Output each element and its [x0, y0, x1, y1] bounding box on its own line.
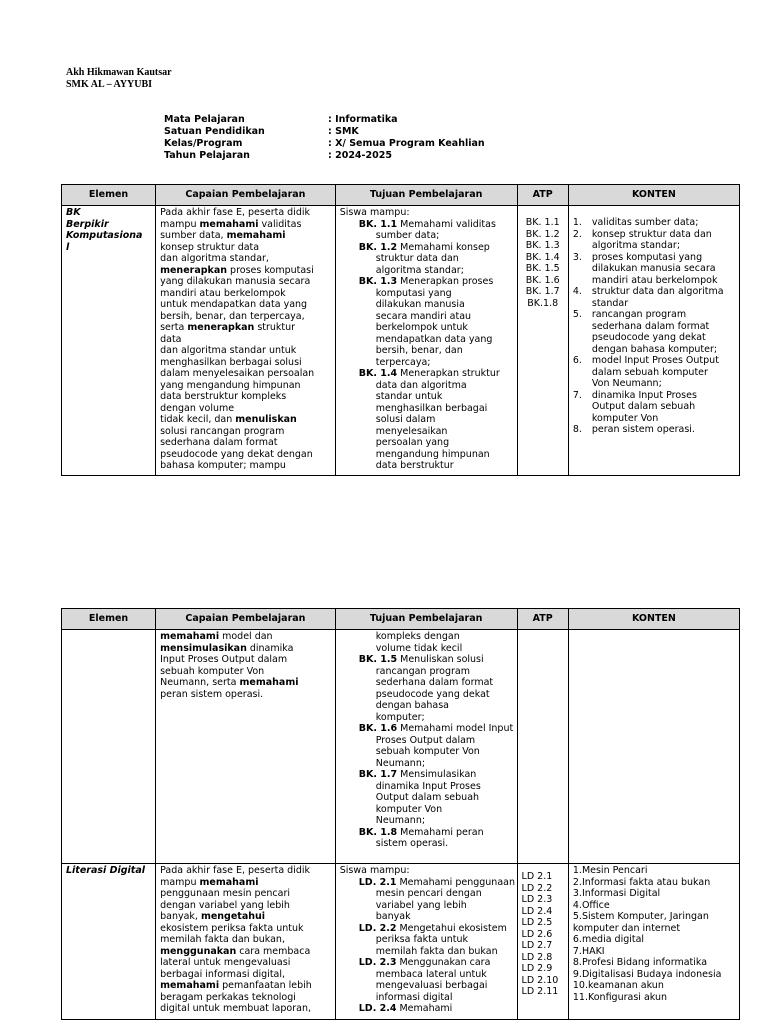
text-line: algoritma standar; — [375, 264, 464, 276]
text-line: data — [160, 333, 182, 345]
konten-item: 3. proses komputasi yang — [572, 251, 703, 263]
text-line: pseudocode yang dekat — [375, 688, 490, 700]
text-line: data dan algoritma — [375, 379, 467, 391]
text-line: periksa fakta untuk — [375, 934, 468, 945]
text-line: mandiri atau berkelompok — [591, 274, 718, 286]
tp-item: BK. 1.2 Memahami konsep — [358, 241, 490, 253]
tp-code: LD. 2.1 — [358, 876, 397, 888]
emphasis: memahami — [239, 677, 299, 688]
text-line: dan algoritma standar, — [160, 253, 269, 264]
text-line: banyak, mengetahui — [160, 911, 266, 922]
text-line: dalam sebuah komputer — [591, 366, 708, 378]
meta-row — [164, 126, 359, 138]
text-line: rancangan program — [375, 665, 471, 677]
tp-code: BK. 1.2 — [358, 241, 398, 253]
text-line: untuk mendapatkan data yang — [160, 299, 308, 310]
konten-item: 6. model Input Proses Output — [572, 355, 719, 366]
meta-label: Kelas/Program — [164, 138, 243, 149]
tp-item: BK. 1.3 Menerapkan proses — [358, 276, 494, 287]
text-line: Neumann; — [375, 757, 426, 769]
text-line: membaca lateral untuk — [375, 968, 487, 980]
text-line: 9.Digitalisasi Budaya indonesia — [572, 968, 722, 980]
konten-num: 3. — [572, 251, 582, 263]
text-line: sebuah komputer Von — [160, 665, 265, 677]
text-line: memilah fakta dan bukan, — [160, 934, 285, 945]
konten-item: 8. peran sistem operasi. — [572, 424, 695, 435]
atp-cell — [517, 630, 568, 864]
text-line: BK. 1.3 — [525, 240, 560, 251]
konten-item: 1. validitas sumber data; — [572, 217, 699, 228]
text-line: LD 2.10 — [521, 974, 559, 986]
tp-code: BK. 1.4 — [358, 368, 398, 379]
emphasis: memahami — [199, 218, 259, 230]
konten-cell — [568, 630, 739, 864]
col-header-konten: KONTEN — [568, 185, 739, 206]
col-header-konten: KONTEN — [568, 609, 739, 630]
school-name: SMK AL – AYYUBI — [66, 79, 153, 90]
tp-code: BK. 1.5 — [358, 654, 398, 665]
tp-item: BK. 1.1 Memahami validitas — [358, 218, 496, 230]
meta-label: Satuan Pendidikan — [164, 126, 265, 137]
text-line: digital untuk membuat laporan, — [160, 1003, 311, 1014]
konten-item: 2. konsep struktur data dan — [572, 228, 712, 240]
konten-num: 2. — [572, 228, 582, 240]
konten-num: 8. — [572, 424, 582, 435]
text-line: pseudocode yang dekat dengan — [160, 448, 313, 460]
text-line: komputasi yang — [375, 287, 452, 299]
author-name: Akh Hikmawan Kautsar — [66, 67, 172, 78]
konten-item: 5. rancangan program — [572, 309, 687, 320]
text-line: memahami pemanfaatan lebih — [160, 980, 312, 991]
text-line: sumber data, memahami — [160, 230, 286, 241]
text-line: dengan bahasa — [375, 700, 450, 711]
text-line: Siswa mampu: — [339, 865, 410, 876]
text-line: standar — [591, 297, 629, 309]
text-line: BK. 1.5 — [525, 263, 560, 274]
text-line: Neumann; — [375, 815, 426, 826]
emphasis: memahami — [160, 980, 220, 991]
text-line: pseudocode yang dekat — [591, 332, 706, 343]
text-line: komputer dan internet — [572, 922, 681, 934]
text-line: Komputasiona — [66, 230, 143, 241]
text-line: menerapkan proses komputasi — [160, 264, 314, 276]
text-line: BK. 1.2 — [525, 228, 560, 240]
text-line: 2.Informasi fakta atau bukan — [572, 876, 711, 888]
tp-cell — [335, 864, 517, 1020]
text-line: Pada akhir fase E, peserta didik — [160, 207, 311, 218]
tp-code: BK. 1.6 — [358, 723, 398, 734]
elemen-cell — [62, 206, 156, 476]
text-line: beragam perkakas teknologi — [160, 991, 296, 1003]
meta-value: : Informatika — [328, 114, 398, 125]
atp-cell — [517, 206, 568, 476]
text-line: 1.Mesin Pencari — [572, 865, 648, 876]
text-line: tidak kecil, dan menuliskan — [160, 414, 297, 425]
text-line: algoritma standar; — [591, 240, 681, 251]
text-line: BK. 1.1 — [525, 217, 560, 228]
text-line: volume tidak kecil — [375, 642, 463, 654]
text-line: dengan variabel yang lebih — [160, 899, 290, 911]
atp-cell — [517, 864, 568, 1020]
text-line: memahami model dan — [160, 631, 273, 642]
text-line: bersih, benar, dan — [375, 345, 463, 356]
text-line: dengan bahasa komputer; — [591, 343, 718, 355]
tp-item: BK. 1.8 Memahami peran — [358, 826, 484, 838]
text-line: mampu memahami — [160, 876, 259, 888]
tp-item: BK. 1.7 Mensimulasikan — [358, 769, 477, 780]
meta-value: : SMK — [328, 126, 359, 137]
konten-num: 1. — [572, 217, 582, 228]
text-line: bersih, benar, dan terpercaya, — [160, 310, 305, 322]
emphasis: memahami — [199, 876, 259, 888]
text-line: Siswa mampu: — [339, 207, 410, 218]
text-line: LD 2.6 — [521, 928, 553, 940]
emphasis: menggunakan — [160, 945, 237, 957]
tp-cell — [335, 206, 517, 476]
konten-num: 6. — [572, 355, 582, 366]
elemen-cell: Literasi Digital — [62, 864, 156, 1020]
col-header-elemen: Elemen — [62, 609, 156, 630]
text-line: konsep struktur data — [160, 241, 260, 253]
cp-cell — [156, 864, 336, 1020]
text-line: data berstruktur kompleks — [160, 391, 287, 402]
text-line: Input Proses Output dalam — [160, 654, 288, 665]
meta-row — [164, 150, 392, 162]
col-header-elemen: Elemen — [62, 185, 156, 206]
konten-cell — [568, 864, 739, 1020]
text-line: sederhana dalam format — [591, 320, 710, 332]
text-line: sederhana dalam format — [375, 677, 494, 688]
text-line: mengevaluasi berbagai — [375, 980, 488, 991]
emphasis: memahami — [226, 230, 286, 241]
text-line: Proses Output dalam — [375, 734, 476, 746]
text-line: LD 2.1 — [521, 871, 553, 882]
text-line: kompleks dengan — [375, 631, 460, 642]
emphasis: menerapkan — [187, 322, 255, 333]
text-line: struktur data dan — [375, 253, 459, 264]
course-info — [164, 114, 485, 162]
text-line: sebuah komputer Von — [375, 746, 480, 757]
tp-code: LD. 2.3 — [358, 957, 397, 968]
text-line: komputer Von — [375, 803, 443, 815]
table-row — [62, 206, 740, 476]
text-line: mengandung himpunan — [375, 448, 490, 460]
text-line: BK.1.8 — [527, 297, 559, 309]
text-line: komputer; — [375, 711, 425, 723]
table-row — [62, 864, 740, 1020]
text-line: 8.Profesi Bidang informatika — [572, 957, 708, 968]
col-header-cp: Capaian Pembelajaran — [156, 609, 336, 630]
emphasis: menuliskan — [235, 414, 297, 425]
text-line: BK. 1.6 — [525, 274, 560, 286]
text-line: dengan volume — [160, 402, 235, 414]
konten-item: 7. dinamika Input Proses — [572, 389, 697, 401]
tp-item: LD. 2.2 Mengetahui ekosistem — [358, 922, 507, 934]
text-line: variabel yang lebih — [375, 899, 467, 911]
text-line: Neumann, serta memahami — [160, 677, 299, 688]
text-line: mensimulasikan dinamika — [160, 642, 294, 654]
tp-code: LD. 2.2 — [358, 922, 397, 934]
text-line: mandiri atau berkelompok — [160, 287, 286, 299]
text-line: LD 2.9 — [521, 963, 553, 974]
tp-cell — [335, 630, 517, 864]
tp-code: BK. 1.1 — [358, 218, 398, 230]
text-line: 4.Office — [572, 899, 610, 911]
text-line: 7.HAKI — [572, 945, 605, 957]
text-line: menghasilkan berbagai solusi — [160, 356, 302, 368]
cp-cell — [156, 206, 336, 476]
konten-cell — [568, 206, 739, 476]
konten-num: 7. — [572, 389, 582, 401]
text-line: LD 2.7 — [521, 940, 553, 951]
emphasis: mengetahui — [200, 911, 266, 922]
text-line: 3.Informasi Digital — [572, 888, 661, 899]
text-line: Pada akhir fase E, peserta didik — [160, 865, 311, 876]
meta-value: : 2024-2025 — [328, 150, 392, 161]
konten-num: 5. — [572, 309, 582, 320]
text-line: peran sistem operasi. — [160, 688, 264, 700]
konten-item: 4. struktur data dan algoritma — [572, 286, 724, 297]
meta-label: Tahun Pelajaran — [164, 150, 250, 161]
text-line: memilah fakta dan bukan — [375, 945, 498, 957]
tp-item: LD. 2.4 Memahami — [358, 1003, 453, 1014]
cp-cell — [156, 630, 336, 864]
text-line: LD 2.4 — [521, 905, 553, 917]
col-header-tp: Tujuan Pembelajaran — [335, 185, 517, 206]
text-line: l — [66, 241, 70, 253]
table-1 — [61, 184, 740, 476]
text-line: bahasa komputer; mampu — [160, 460, 286, 471]
tp-item: LD. 2.3 Menggunakan cara — [358, 957, 491, 968]
text-line: 6.media digital — [572, 934, 645, 945]
tp-item: LD. 2.1 Memahami penggunaan — [358, 876, 515, 888]
text-line: Berpikir — [66, 218, 109, 230]
text-line: menghasilkan berbagai — [375, 402, 488, 414]
konten-num: 4. — [572, 286, 582, 297]
text-line: data berstruktur — [375, 460, 454, 471]
text-line: sumber data; — [375, 230, 440, 241]
text-line: persoalan yang — [375, 437, 450, 448]
text-line: BK. 1.4 — [525, 251, 560, 263]
text-line: mesin pencari dengan — [375, 888, 482, 899]
col-header-tp: Tujuan Pembelajaran — [335, 609, 517, 630]
text-line: dan algoritma standar untuk — [160, 345, 297, 356]
text-line: Output dalam sebuah — [375, 792, 480, 803]
text-line: terpercaya; — [375, 356, 431, 368]
text-line: berbagai informasi digital, — [160, 968, 286, 980]
text-line: solusi dalam — [375, 414, 436, 425]
col-header-atp: ATP — [517, 609, 568, 630]
text-line: komputer Von — [591, 412, 659, 424]
text-line: menggunakan cara membaca — [160, 945, 311, 957]
text-line: LD 2.2 — [521, 882, 553, 894]
tp-code: BK. 1.7 — [358, 769, 398, 780]
text-line: berkelompok untuk — [375, 322, 468, 333]
col-header-cp: Capaian Pembelajaran — [156, 185, 336, 206]
text-line: banyak — [375, 911, 411, 922]
text-line: standar untuk — [375, 391, 443, 402]
meta-row — [164, 138, 485, 150]
text-line: Output dalam sebuah — [591, 401, 696, 412]
text-line: ekosistem periksa fakta untuk — [160, 922, 304, 934]
elemen-cell — [62, 630, 156, 864]
text-line: yang mengandung himpunan — [160, 379, 301, 391]
text-line: sederhana dalam format — [160, 437, 278, 448]
text-line: 5.Sistem Komputer, Jaringan — [572, 911, 709, 922]
text-line: yang dilakukan manusia secara — [160, 276, 311, 287]
tp-code: BK. 1.8 — [358, 826, 398, 838]
emphasis: menerapkan — [160, 264, 228, 276]
text-line: sistem operasi. — [375, 838, 449, 849]
text-line: solusi rancangan program — [160, 425, 285, 437]
text-line: LD 2.11 — [521, 986, 559, 997]
text-line: LD 2.5 — [521, 917, 553, 928]
text-line: dinamika Input Proses — [375, 780, 481, 792]
text-line: menyelesaikan — [375, 425, 448, 437]
document-header — [66, 67, 172, 91]
text-line: informasi digital — [375, 991, 453, 1003]
text-line: lateral untuk mengevaluasi — [160, 957, 291, 968]
text-line: Von Neumann; — [591, 378, 662, 389]
text-line: LD 2.8 — [521, 951, 553, 963]
text-line: dilakukan manusia secara — [591, 263, 716, 274]
text-line: 11.Konfigurasi akun — [572, 991, 668, 1003]
meta-value: : X/ Semua Program Keahlian — [328, 138, 485, 149]
text-line: 10.keamanan akun — [572, 980, 664, 991]
emphasis: mensimulasikan — [160, 642, 247, 654]
text-line: dilakukan manusia — [375, 299, 465, 310]
tp-item: BK. 1.5 Menuliskan solusi — [358, 654, 484, 665]
meta-row — [164, 114, 398, 126]
table-2 — [61, 608, 740, 1020]
text-line: secara mandiri atau — [375, 310, 472, 322]
text-line: mendapatkan data yang — [375, 333, 493, 345]
emphasis: memahami — [160, 631, 220, 642]
tp-item: BK. 1.4 Menerapkan struktur — [358, 368, 500, 379]
text-line: mampu memahami validitas — [160, 218, 302, 230]
text-line: dalam menyelesaikan persoalan — [160, 368, 315, 379]
meta-label: Mata Pelajaran — [164, 114, 245, 125]
text-line: LD 2.3 — [521, 894, 553, 905]
col-header-atp: ATP — [517, 185, 568, 206]
table-row — [62, 630, 740, 864]
tp-item: BK. 1.6 Memahami model Input — [358, 723, 514, 734]
tp-code: BK. 1.3 — [358, 276, 398, 287]
tp-code: LD. 2.4 — [358, 1003, 397, 1014]
text-line: serta menerapkan struktur — [160, 322, 296, 333]
text-line: BK. 1.7 — [525, 286, 560, 297]
text-line: penggunaan mesin pencari — [160, 888, 290, 899]
text-line: BK — [66, 207, 81, 218]
